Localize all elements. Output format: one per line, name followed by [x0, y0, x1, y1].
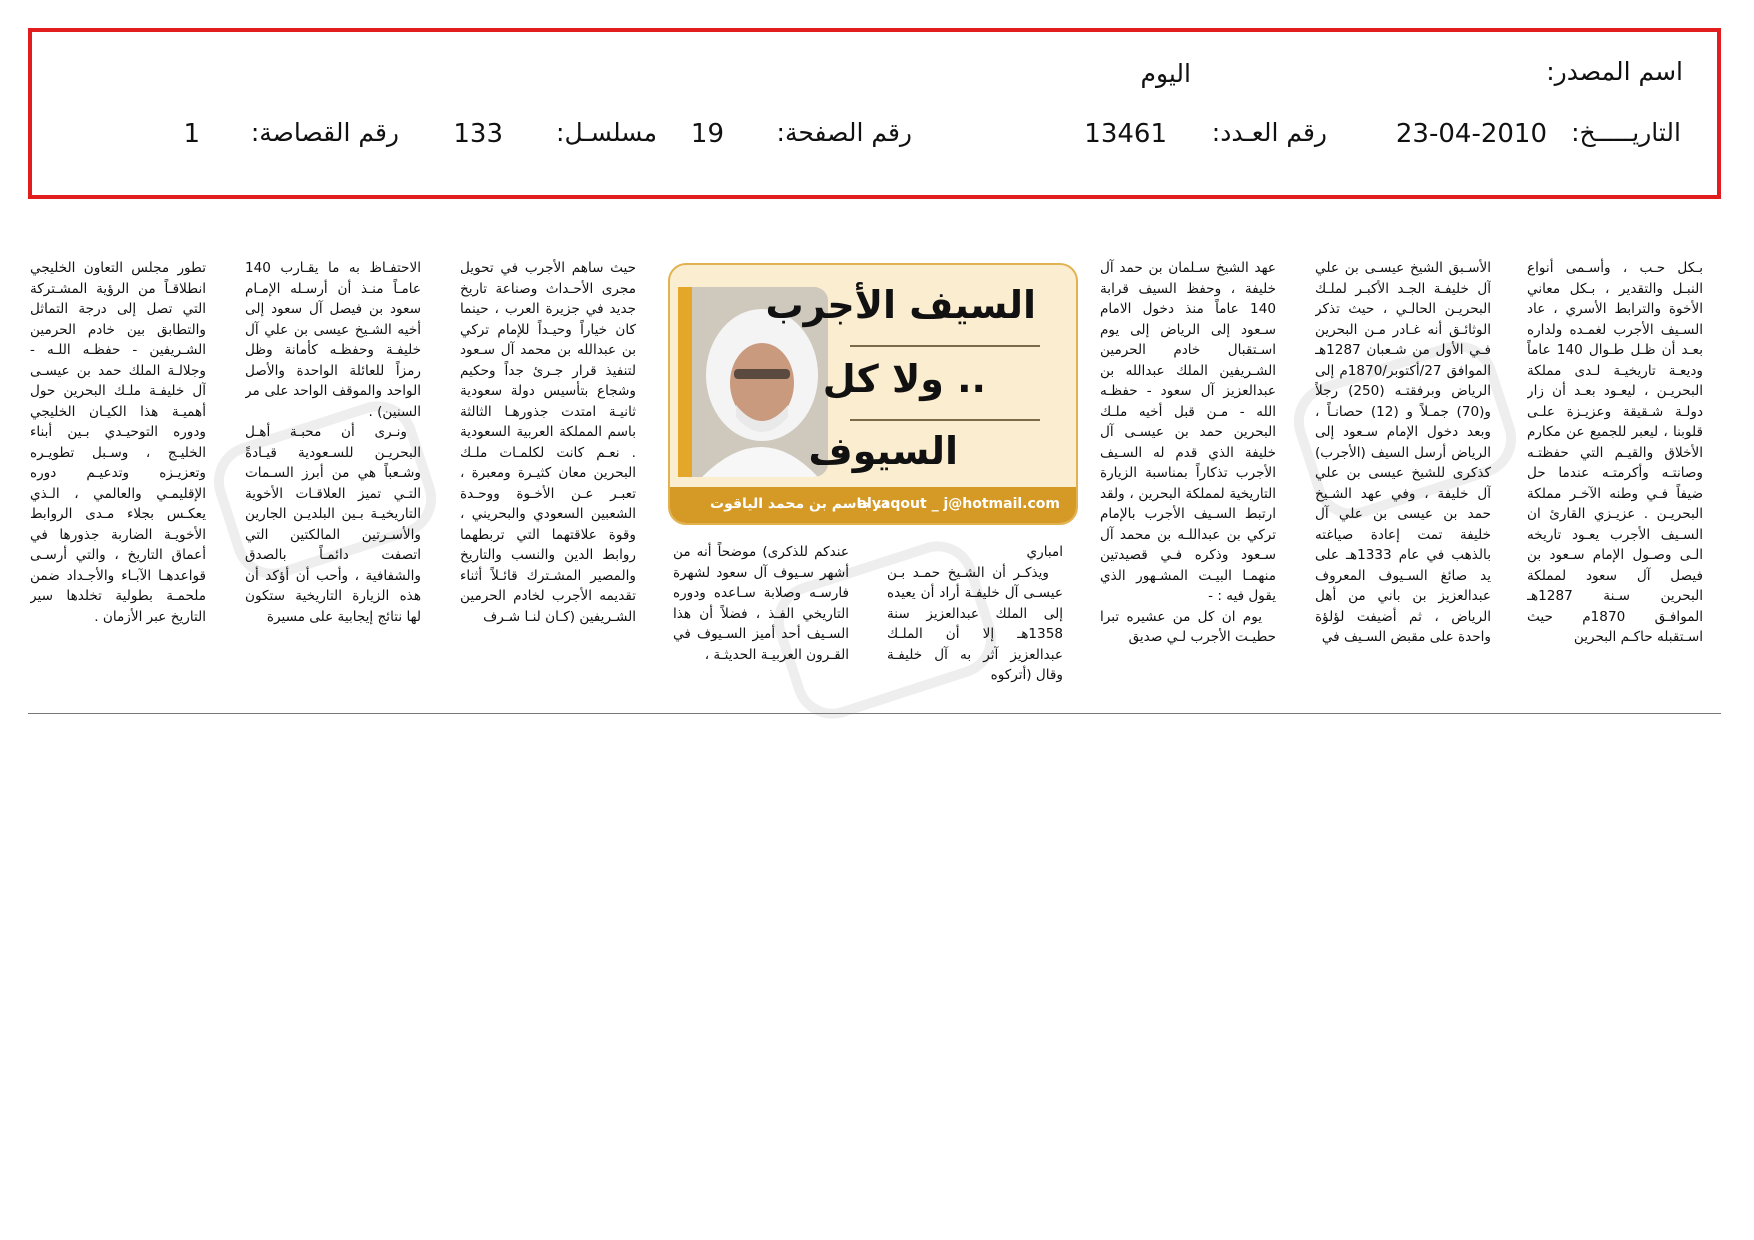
page-label: رقم الصفحة:	[776, 118, 912, 147]
source-value: اليوم	[1140, 59, 1191, 88]
title-rule	[850, 419, 1040, 421]
clip-label: رقم القصاصة:	[250, 118, 399, 147]
article-column-7: تطور مجلس التعاون الخليجي انطلاقـاً من الرؤية المشـتركة التي تصل إلى درجة التماثل والتطابق بين خادم الحرمين الشـريفين - حفظـه اللـه - وجلالـة الملك حمد بن عيسـى آل خليفـة ملـك البحرين حول أهميـة هذا الكيـان الخليجي ودوره التوحيـدي بـين أبناء الخليـج ، وسـبل تطويـره وتعزيـزه وتدعيـم دوره الإقليمـي والعالمي ، الـذي يعكـس بجلاء مـدى الروابط الأخويـة الضاربة جذورها في أعماق التاريخ ، والتي أرسـى قواعدهـا الآبـاء والأجـداد ضمن ملحمـة بطولية تخلدها سير التاريخ عبر الأزمان .	[30, 260, 206, 625]
article-column-6: الاحتفـاظ به ما يقـارب 140 عامـاً منـذ أن أرسـله الإمـام سعود بن فيصل آل سعود إلى أخيه الشـيخ عيسى بن علي آل خليفـة وحفظـه كأمانة وظل رمزاً للعائلة الواحدة والأصل الواحد والموقف الواحد على مر السنين) . ونـرى أن محبـة أهـل البحريـن للسـعودية قيـادةً وشـعباً هي من أبرز السـمات التـي تميز العلاقـات الأخوية التاريخيـة بـين البلديـن الجارين والأسـرتين المالكتين التي اتصفت دائمـاً بالصدق والشفافية ، وأحب أن أؤكد أن هذه الزيارة التاريخية ستكون لها نتائج إيجابية على مسيرة	[245, 260, 421, 625]
source-label: اسم المصدر:	[1546, 57, 1683, 86]
photo-accent-bar	[678, 287, 692, 477]
article-column-5: حيث ساهم الأجرب في تحويل مجرى الأحـداث وصناعة تاريخ جديد في جزيرة العرب ، حينما كان خياراً وحيـداً للإمام تركي بن عبدالله بن محمد آل سـعود لتنفيذ قرار جـرئ جداً وحكيم وشجاع بتأسيس دولة سعودية ثانيـة امتدت جذورهـا الثالثة باسم المملكة العربية السعودية . نعـم كانت لكلمـات ملـك البحرين معان كثيـرة ومعبرة ، تعبـر عـن الأخـوة ووحـدة الشعبين السعودي والبحريني ، وقوة علاقتهما التي تربطهما روابط الدين والنسب والتاريخ والمصير المشـترك قائـلاً أثناء تقديمه الأجرب لخادم الحرمين الشـريفين (كـان لنـا شـرف	[460, 260, 636, 625]
issue-label: رقم العـدد:	[1211, 118, 1327, 147]
article-title-line1: السيف الأجرب	[765, 283, 1036, 327]
article-column-3: عهد الشيخ سـلمان بن حمد آل خليفة ، وحفظ السيف قرابة 140 عاماً منذ دخول الامام سـعود إلى الرياض إلى يوم اسـتقبال خادم الحرمين الشـريفين الملك عبدالله بن عبدالعزيز آل سعود - حفظـه الله - مـن قبل أخيه ملـك البحرين حمد بن عيسـى آل خليفة الذي قدم له السـيف الأجرب تذكاراً بمناسبة الزيارة التاريخية لمملكة البحرين ، ولقد ارتبط السـيف الأجرب بالإمام تركي بن عبداللـه بن محمد آل سـعود وذكره فـي قصيدتين منهمـا البيـت المشـهور الذي يقول فيه : - يوم ان كل من عشيره تبرا حطيـت الأجرب لـي صديق	[1100, 260, 1276, 645]
date-label: التاريـــــخ:	[1571, 118, 1681, 147]
issue-value: 13461	[1084, 119, 1167, 149]
article-title-line3: السيوف	[808, 429, 958, 473]
author-email: alyaqout _ j@hotmail.com	[857, 496, 1060, 512]
article-column-4a: امباري ويذكـر أن الشـيخ حمـد بـن عيسـى آل خليفـة أراد أن يعيده إلى الملك عبدالعزيز سنة 1358هـ إلا أن الملـك عبدالعزيز آثر به آل خليفـة وقال (أتركوه	[887, 544, 1063, 683]
page-value: 19	[690, 119, 724, 149]
article-title-line2: .. ولا كل	[822, 357, 986, 401]
clip-value: 1	[183, 119, 200, 149]
clipping-header	[28, 28, 1721, 199]
author-name: د. جاسم بن محمد الياقوت	[710, 496, 890, 512]
article-column-4b: عندكم للذكرى) موضحاً أنه من أشهر سـيوف آل سعود لشهرة فارسـه وصلابة سـاعده ودوره التاريخي الفـذ ، فضلاً أن هذا السـيف أحد أميز السـيوف في القـرون العربيـة الحديثـة ،	[673, 544, 849, 663]
article-column-1: بـكل حـب ، وأسـمى أنواع النبـل والتقدير ، بـكل معاني الأخوة والترابط الأسري ، عاد السـيف الأجرب لغمـده ولداره بعـد أن ظـل طـوال 140 عاماً وديعـة تاريخيـة لـدى مملكة البحريـن ، ليعـود بعـد أن زار دولـة شـقيقة وعزيـزة علـى قلوبنا ، ليعبر للجميع عن مكارم الأخلاق والقيـم التي حفظتـه وصانتـه وأكرمتـه عندما حل ضيفاً فـي وطنه الآخـر مملكة البحريـن . عزيـزي القارئ ان السـيف الأجرب يعـود تاريخه الـى وصـول الإمام سـعود بن فيصل آل سعود لمملكة البحرين سـنة 1287هـ الموافـق 1870م حيث اسـتقبله حاكـم البحرين	[1527, 260, 1703, 645]
article-column-2: الأسـبق الشيخ عيسـى بن علي آل خليفـة الجـد الأكبـر لملـك البحريـن الحالـي ، حيث تذكر الوثائـق أنه غـادر مـن البحرين فـي الأول من شـعبان 1287هـ الموافق 27/أكتوبر/1870م إلى الرياض وبرفقتـه (250) رجلاً و(70) جمـلاً و (12) حصانـاً ، وبعد دخول الإمام سـعود إلى الرياض أرسل السيف (الأجرب) كذكرى للشيخ عيسى بن علي آل خليفة ، وفي عهد الشـيخ حمد بن عيسى بن علي آل خليفة تمت إعادة صياغته بالذهب في عام 1333هـ على يد صائغ السـيوف المعروف عبدالعزيز بن باني من أهل الرياض ، ثم أضيفت لؤلؤة واحدة على مقبض السـيف في	[1315, 260, 1491, 645]
date-value: 23-04-2010	[1395, 119, 1547, 149]
article-title-box	[668, 263, 1078, 525]
bottom-divider	[28, 713, 1721, 714]
serial-label: مسلسـل:	[556, 118, 657, 147]
serial-value: 133	[453, 119, 503, 149]
title-rule	[850, 345, 1040, 347]
author-bar	[670, 487, 1076, 523]
